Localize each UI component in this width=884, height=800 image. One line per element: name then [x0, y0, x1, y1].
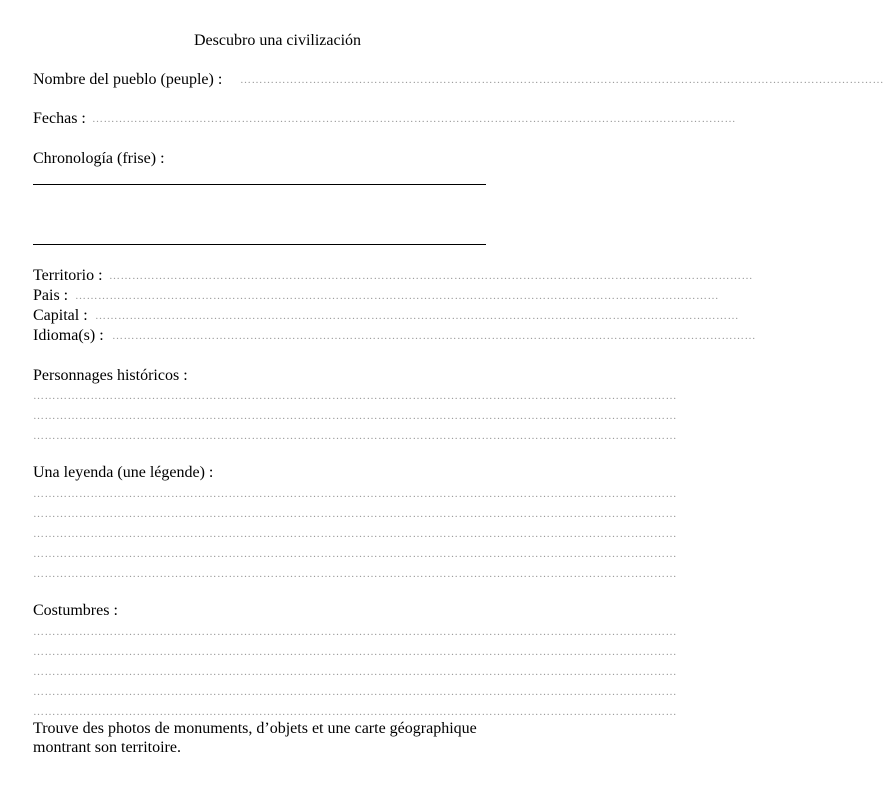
- costumbres-fill-line[interactable]: ……………………………………………………………………………………………………………………………………………………: [33, 686, 677, 698]
- capital-label: Capital :: [33, 307, 88, 324]
- idioma-label: Idioma(s) :: [33, 327, 104, 344]
- leyenda-fill-line[interactable]: ……………………………………………………………………………………………………………………………………………………: [33, 528, 677, 540]
- leyenda-fill-line[interactable]: ……………………………………………………………………………………………………………………………………………………: [33, 568, 677, 580]
- personnages-label: Personnages históricos :: [33, 367, 188, 384]
- fechas-label: Fechas :: [33, 110, 86, 127]
- pais-fill-line[interactable]: ……………………………………………………………………………………………………………………………………………………: [75, 290, 719, 302]
- personnages-fill-line[interactable]: ……………………………………………………………………………………………………………………………………………………: [33, 410, 677, 422]
- costumbres-fill-line[interactable]: ……………………………………………………………………………………………………………………………………………………: [33, 626, 677, 638]
- pais-label: Pais :: [33, 287, 69, 304]
- leyenda-fill-line[interactable]: ……………………………………………………………………………………………………………………………………………………: [33, 548, 677, 560]
- leyenda-fill-line[interactable]: ……………………………………………………………………………………………………………………………………………………: [33, 488, 677, 500]
- page-title: Descubro una civilización: [194, 32, 362, 49]
- costumbres-fill-line[interactable]: ……………………………………………………………………………………………………………………………………………………: [33, 666, 677, 678]
- territorio-fill-line[interactable]: ……………………………………………………………………………………………………………………………………………………: [109, 270, 753, 282]
- personnages-fill-line[interactable]: ……………………………………………………………………………………………………………………………………………………: [33, 430, 677, 442]
- personnages-fill-line[interactable]: ……………………………………………………………………………………………………………………………………………………: [33, 390, 677, 402]
- costumbres-label: Costumbres :: [33, 602, 118, 619]
- nombre-fill-line[interactable]: ……………………………………………………………………………………………………………………………………………………: [240, 74, 884, 86]
- leyenda-fill-line[interactable]: ……………………………………………………………………………………………………………………………………………………: [33, 508, 677, 520]
- chronologia-label: Chronología (frise) :: [33, 150, 165, 167]
- nombre-label: Nombre del pueblo (peuple) :: [33, 71, 223, 88]
- instruction-line-1: Trouve des photos de monuments, d’objets et une carte géographique: [33, 720, 477, 737]
- leyenda-label: Una leyenda (une légende) :: [33, 464, 214, 481]
- costumbres-fill-line[interactable]: ……………………………………………………………………………………………………………………………………………………: [33, 646, 677, 658]
- chronologia-line-1[interactable]: [33, 184, 486, 185]
- chronologia-line-2[interactable]: [33, 244, 486, 245]
- costumbres-fill-line[interactable]: ……………………………………………………………………………………………………………………………………………………: [33, 706, 677, 718]
- idioma-fill-line[interactable]: ……………………………………………………………………………………………………………………………………………………: [112, 330, 756, 342]
- capital-fill-line[interactable]: ……………………………………………………………………………………………………………………………………………………: [95, 310, 739, 322]
- fechas-fill-line[interactable]: ……………………………………………………………………………………………………………………………………………………: [92, 113, 736, 125]
- territorio-label: Territorio :: [33, 267, 103, 284]
- instruction-line-2: montrant son territoire.: [33, 739, 181, 756]
